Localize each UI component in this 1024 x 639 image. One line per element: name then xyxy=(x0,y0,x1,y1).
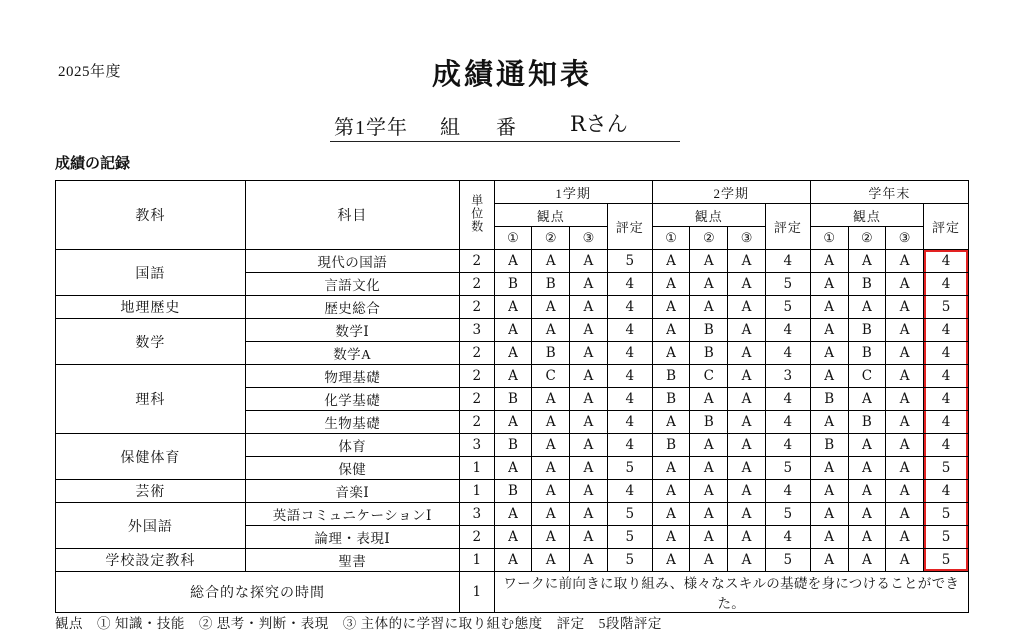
course-cell: 数学A xyxy=(245,342,459,365)
viewpoint-grade-cell: A xyxy=(570,457,608,480)
final-evaluation-cell: 4 xyxy=(923,250,968,273)
viewpoint-grade-cell: A xyxy=(532,457,570,480)
footnote-v2: ② 思考・判断・表現 xyxy=(198,616,329,631)
viewpoint-grade-cell: A xyxy=(532,296,570,319)
term-evaluation-cell: 5 xyxy=(765,503,810,526)
viewpoint-grade-cell: A xyxy=(532,503,570,526)
header-viewpoint-2: 観点 xyxy=(652,204,765,227)
credits-cell: 2 xyxy=(459,365,494,388)
viewpoint-grade-cell: A xyxy=(886,549,924,572)
term-evaluation-cell: 4 xyxy=(765,434,810,457)
viewpoint-grade-cell: B xyxy=(532,273,570,296)
viewpoint-grade-cell: A xyxy=(848,434,886,457)
header-mark-3-2: ② xyxy=(848,227,886,250)
viewpoint-grade-cell: A xyxy=(728,457,766,480)
final-evaluation-cell: 4 xyxy=(923,434,968,457)
viewpoint-grade-cell: A xyxy=(494,457,532,480)
viewpoint-grade-cell: A xyxy=(570,319,608,342)
viewpoint-grade-cell: A xyxy=(532,434,570,457)
subject-cell: 外国語 xyxy=(56,503,246,549)
term-evaluation-cell: 4 xyxy=(607,411,652,434)
viewpoint-grade-cell: A xyxy=(690,503,728,526)
viewpoint-grade-cell: A xyxy=(810,503,848,526)
viewpoint-grade-cell: A xyxy=(810,342,848,365)
course-cell: 聖書 xyxy=(245,549,459,572)
viewpoint-grade-cell: A xyxy=(886,411,924,434)
viewpoint-grade-cell: A xyxy=(652,503,690,526)
viewpoint-grade-cell: A xyxy=(494,411,532,434)
viewpoint-grade-cell: A xyxy=(494,549,532,572)
class-label: 組 xyxy=(440,117,461,139)
viewpoint-grade-cell: A xyxy=(728,365,766,388)
term-evaluation-cell: 4 xyxy=(607,388,652,411)
header-course: 科目 xyxy=(245,181,459,250)
term-evaluation-cell: 4 xyxy=(765,388,810,411)
viewpoint-grade-cell: A xyxy=(570,296,608,319)
viewpoint-grade-cell: A xyxy=(494,296,532,319)
viewpoint-grade-cell: A xyxy=(810,480,848,503)
course-cell: 保健 xyxy=(245,457,459,480)
header-viewpoint-3: 観点 xyxy=(810,204,923,227)
viewpoint-grade-cell: A xyxy=(532,388,570,411)
viewpoint-grade-cell: B xyxy=(494,480,532,503)
viewpoint-grade-cell: A xyxy=(690,434,728,457)
header-mark-1-1: ① xyxy=(494,227,532,250)
viewpoint-grade-cell: A xyxy=(728,434,766,457)
viewpoint-grade-cell: A xyxy=(848,526,886,549)
course-cell: 数学Ⅰ xyxy=(245,319,459,342)
viewpoint-grade-cell: A xyxy=(690,250,728,273)
viewpoint-grade-cell: A xyxy=(848,549,886,572)
credits-cell: 2 xyxy=(459,342,494,365)
final-evaluation-cell: 4 xyxy=(923,273,968,296)
viewpoint-grade-cell: A xyxy=(532,549,570,572)
viewpoint-grade-cell: A xyxy=(886,526,924,549)
viewpoint-grade-cell: B xyxy=(494,388,532,411)
credits-cell: 2 xyxy=(459,411,494,434)
viewpoint-grade-cell: A xyxy=(532,250,570,273)
header-subject: 教科 xyxy=(56,181,246,250)
viewpoint-grade-cell: A xyxy=(690,273,728,296)
final-evaluation-cell: 4 xyxy=(923,342,968,365)
term-evaluation-cell: 4 xyxy=(607,296,652,319)
footnote-v3: ③ 主体的に学習に取り組む態度 xyxy=(342,616,543,631)
term-evaluation-cell: 4 xyxy=(765,480,810,503)
student-name: Rさん xyxy=(570,112,628,136)
viewpoint-grade-cell: A xyxy=(728,250,766,273)
viewpoint-grade-cell: A xyxy=(570,526,608,549)
footnote-eval-scale: 5段階評定 xyxy=(598,616,662,631)
footnote-eval-label: 評定 xyxy=(556,616,585,631)
credits-cell: 3 xyxy=(459,319,494,342)
school-year: 2025年度 xyxy=(58,64,122,80)
viewpoint-grade-cell: A xyxy=(652,549,690,572)
header-eval-2: 評定 xyxy=(765,204,810,250)
grade-level: 第1学年 xyxy=(334,117,408,139)
term-evaluation-cell: 4 xyxy=(765,526,810,549)
table-row xyxy=(56,250,969,273)
subject-cell: 保健体育 xyxy=(56,434,246,480)
viewpoint-grade-cell: A xyxy=(690,388,728,411)
inquiry-label-cell: 総合的な探究の時間 xyxy=(56,572,460,613)
viewpoint-grade-cell: A xyxy=(848,503,886,526)
viewpoint-grade-cell: A xyxy=(848,296,886,319)
grades-table xyxy=(55,180,969,613)
viewpoint-grade-cell: A xyxy=(494,365,532,388)
viewpoint-grade-cell: B xyxy=(652,388,690,411)
viewpoint-grade-cell: A xyxy=(728,411,766,434)
footnote-viewpoint-label: 観点 xyxy=(55,616,83,631)
credits-cell: 3 xyxy=(459,503,494,526)
final-evaluation-cell: 5 xyxy=(923,503,968,526)
header-eval-1: 評定 xyxy=(607,204,652,250)
term-evaluation-cell: 4 xyxy=(607,434,652,457)
viewpoint-grade-cell: A xyxy=(886,296,924,319)
subject-cell: 芸術 xyxy=(56,480,246,503)
credits-cell: 1 xyxy=(459,480,494,503)
viewpoint-grade-cell: A xyxy=(652,319,690,342)
header-mark-1-3: ③ xyxy=(570,227,608,250)
subject-cell: 地理歴史 xyxy=(56,296,246,319)
final-evaluation-cell: 5 xyxy=(923,296,968,319)
viewpoint-grade-cell: A xyxy=(886,503,924,526)
viewpoint-grade-cell: A xyxy=(494,342,532,365)
inquiry-credits-cell: 1 xyxy=(459,572,494,613)
final-evaluation-cell: 4 xyxy=(923,388,968,411)
course-cell: 言語文化 xyxy=(245,273,459,296)
viewpoint-grade-cell: A xyxy=(570,549,608,572)
table-row xyxy=(56,365,969,388)
course-cell: 物理基礎 xyxy=(245,365,459,388)
viewpoint-grade-cell: A xyxy=(652,342,690,365)
viewpoint-grade-cell: A xyxy=(886,434,924,457)
inquiry-comment-cell: ワークに前向きに取り組み、様々なスキルの基礎を身につけることができた。 xyxy=(494,572,968,613)
viewpoint-grade-cell: A xyxy=(848,388,886,411)
viewpoint-grade-cell: A xyxy=(532,411,570,434)
header-term-2: 2学期 xyxy=(652,181,810,204)
page-title: 成績通知表 xyxy=(431,59,592,91)
viewpoint-grade-cell: A xyxy=(690,480,728,503)
viewpoint-grade-cell: A xyxy=(690,526,728,549)
viewpoint-grade-cell: A xyxy=(570,503,608,526)
viewpoint-grade-cell: A xyxy=(810,549,848,572)
table-row xyxy=(56,434,969,457)
course-cell: 論理・表現Ⅰ xyxy=(245,526,459,549)
subject-cell: 数学 xyxy=(56,319,246,365)
term-evaluation-cell: 5 xyxy=(607,549,652,572)
header-mark-3-3: ③ xyxy=(886,227,924,250)
viewpoint-grade-cell: B xyxy=(810,388,848,411)
viewpoint-grade-cell: B xyxy=(690,342,728,365)
viewpoint-grade-cell: B xyxy=(494,434,532,457)
term-evaluation-cell: 4 xyxy=(607,319,652,342)
term-evaluation-cell: 5 xyxy=(607,526,652,549)
term-evaluation-cell: 4 xyxy=(607,273,652,296)
final-evaluation-cell: 5 xyxy=(923,526,968,549)
term-evaluation-cell: 3 xyxy=(765,365,810,388)
viewpoint-grade-cell: A xyxy=(848,457,886,480)
viewpoint-grade-cell: A xyxy=(886,319,924,342)
viewpoint-grade-cell: B xyxy=(494,273,532,296)
term-evaluation-cell: 4 xyxy=(607,480,652,503)
course-cell: 英語コミュニケーションⅠ xyxy=(245,503,459,526)
viewpoint-grade-cell: A xyxy=(494,319,532,342)
header-mark-2-1: ① xyxy=(652,227,690,250)
viewpoint-grade-cell: A xyxy=(886,365,924,388)
viewpoint-grade-cell: B xyxy=(848,342,886,365)
footnote-v1: ① 知識・技能 xyxy=(97,616,185,631)
course-cell: 化学基礎 xyxy=(245,388,459,411)
viewpoint-grade-cell: A xyxy=(886,273,924,296)
viewpoint-grade-cell: A xyxy=(810,526,848,549)
term-evaluation-cell: 5 xyxy=(607,250,652,273)
viewpoint-grade-cell: A xyxy=(652,457,690,480)
term-evaluation-cell: 5 xyxy=(765,296,810,319)
table-row xyxy=(56,549,969,572)
viewpoint-grade-cell: A xyxy=(570,434,608,457)
viewpoint-grade-cell: A xyxy=(690,296,728,319)
term-evaluation-cell: 5 xyxy=(607,457,652,480)
table-head xyxy=(56,181,969,250)
credits-cell: 2 xyxy=(459,273,494,296)
term-evaluation-cell: 5 xyxy=(765,549,810,572)
viewpoint-grade-cell: A xyxy=(728,388,766,411)
viewpoint-grade-cell: A xyxy=(810,296,848,319)
viewpoint-grade-cell: A xyxy=(810,411,848,434)
viewpoint-grade-cell: C xyxy=(532,365,570,388)
term-evaluation-cell: 4 xyxy=(765,319,810,342)
viewpoint-grade-cell: A xyxy=(652,273,690,296)
header-mark-1-2: ② xyxy=(532,227,570,250)
final-evaluation-cell: 4 xyxy=(923,411,968,434)
viewpoint-grade-cell: A xyxy=(652,296,690,319)
viewpoint-grade-cell: A xyxy=(810,250,848,273)
header-viewpoint-1: 観点 xyxy=(494,204,607,227)
viewpoint-grade-cell: A xyxy=(494,526,532,549)
credits-cell: 2 xyxy=(459,250,494,273)
viewpoint-grade-cell: A xyxy=(728,526,766,549)
header-mark-2-2: ② xyxy=(690,227,728,250)
viewpoint-grade-cell: A xyxy=(848,250,886,273)
viewpoint-grade-cell: B xyxy=(848,319,886,342)
viewpoint-grade-cell: A xyxy=(532,319,570,342)
viewpoint-grade-cell: A xyxy=(570,250,608,273)
viewpoint-grade-cell: C xyxy=(848,365,886,388)
table-row xyxy=(56,503,969,526)
term-evaluation-cell: 4 xyxy=(765,342,810,365)
viewpoint-grade-cell: A xyxy=(570,273,608,296)
viewpoint-grade-cell: A xyxy=(810,273,848,296)
term-evaluation-cell: 5 xyxy=(765,273,810,296)
viewpoint-grade-cell: A xyxy=(652,411,690,434)
viewpoint-grade-cell: A xyxy=(652,526,690,549)
term-evaluation-cell: 4 xyxy=(607,365,652,388)
table-row xyxy=(56,319,969,342)
course-cell: 現代の国語 xyxy=(245,250,459,273)
viewpoint-grade-cell: B xyxy=(532,342,570,365)
table-row xyxy=(56,480,969,503)
term-evaluation-cell: 4 xyxy=(765,250,810,273)
viewpoint-grade-cell: A xyxy=(652,250,690,273)
viewpoint-grade-cell: B xyxy=(810,434,848,457)
final-evaluation-cell: 5 xyxy=(923,457,968,480)
header-credits: 単位数 xyxy=(459,181,494,250)
viewpoint-grade-cell: A xyxy=(570,480,608,503)
term-evaluation-cell: 4 xyxy=(607,342,652,365)
inquiry-row xyxy=(56,572,969,613)
header-mark-2-3: ③ xyxy=(728,227,766,250)
viewpoint-grade-cell: A xyxy=(570,365,608,388)
course-cell: 生物基礎 xyxy=(245,411,459,434)
viewpoint-grade-cell: A xyxy=(728,319,766,342)
viewpoint-grade-cell: A xyxy=(494,250,532,273)
number-label: 番 xyxy=(496,117,517,139)
viewpoint-grade-cell: A xyxy=(728,296,766,319)
term-evaluation-cell: 4 xyxy=(765,411,810,434)
viewpoint-grade-cell: A xyxy=(652,480,690,503)
viewpoint-grade-cell: A xyxy=(494,503,532,526)
viewpoint-grade-cell: A xyxy=(570,342,608,365)
header-mark-3-1: ① xyxy=(810,227,848,250)
viewpoint-grade-cell: A xyxy=(690,457,728,480)
credits-cell: 1 xyxy=(459,457,494,480)
viewpoint-grade-cell: A xyxy=(728,480,766,503)
term-evaluation-cell: 5 xyxy=(607,503,652,526)
viewpoint-grade-cell: B xyxy=(652,434,690,457)
viewpoint-grade-cell: A xyxy=(886,250,924,273)
term-evaluation-cell: 5 xyxy=(765,457,810,480)
header-eval-3: 評定 xyxy=(923,204,968,250)
final-evaluation-cell: 5 xyxy=(923,549,968,572)
viewpoint-grade-cell: B xyxy=(690,411,728,434)
subject-cell: 国語 xyxy=(56,250,246,296)
viewpoint-grade-cell: A xyxy=(728,273,766,296)
credits-cell: 2 xyxy=(459,296,494,319)
viewpoint-grade-cell: A xyxy=(810,319,848,342)
viewpoint-grade-cell: A xyxy=(532,526,570,549)
viewpoint-grade-cell: A xyxy=(886,342,924,365)
viewpoint-grade-cell: A xyxy=(810,365,848,388)
credits-cell: 3 xyxy=(459,434,494,457)
credits-cell: 1 xyxy=(459,549,494,572)
viewpoint-grade-cell: A xyxy=(532,480,570,503)
viewpoint-grade-cell: B xyxy=(652,365,690,388)
viewpoint-grade-cell: B xyxy=(690,319,728,342)
footnote xyxy=(55,612,662,632)
final-evaluation-cell: 4 xyxy=(923,365,968,388)
final-evaluation-cell: 4 xyxy=(923,480,968,503)
viewpoint-grade-cell: A xyxy=(810,457,848,480)
viewpoint-grade-cell: A xyxy=(886,457,924,480)
header-term-3: 学年末 xyxy=(810,181,968,204)
course-cell: 体育 xyxy=(245,434,459,457)
viewpoint-grade-cell: C xyxy=(690,365,728,388)
header-row-terms xyxy=(56,181,969,204)
credits-cell: 2 xyxy=(459,526,494,549)
course-cell: 音楽Ⅰ xyxy=(245,480,459,503)
viewpoint-grade-cell: A xyxy=(570,388,608,411)
section-title: 成績の記録 xyxy=(55,156,131,172)
viewpoint-grade-cell: A xyxy=(728,342,766,365)
viewpoint-grade-cell: B xyxy=(848,273,886,296)
table-row xyxy=(56,296,969,319)
subject-cell: 理科 xyxy=(56,365,246,434)
subject-cell: 学校設定教科 xyxy=(56,549,246,572)
course-cell: 歴史総合 xyxy=(245,296,459,319)
header-term-1: 1学期 xyxy=(494,181,652,204)
viewpoint-grade-cell: A xyxy=(570,411,608,434)
viewpoint-grade-cell: A xyxy=(886,388,924,411)
viewpoint-grade-cell: A xyxy=(886,480,924,503)
table-body xyxy=(56,250,969,613)
viewpoint-grade-cell: A xyxy=(728,549,766,572)
viewpoint-grade-cell: B xyxy=(848,411,886,434)
student-info-line xyxy=(330,108,680,142)
final-evaluation-cell: 4 xyxy=(923,319,968,342)
viewpoint-grade-cell: A xyxy=(690,549,728,572)
viewpoint-grade-cell: A xyxy=(728,503,766,526)
credits-cell: 2 xyxy=(459,388,494,411)
viewpoint-grade-cell: A xyxy=(848,480,886,503)
